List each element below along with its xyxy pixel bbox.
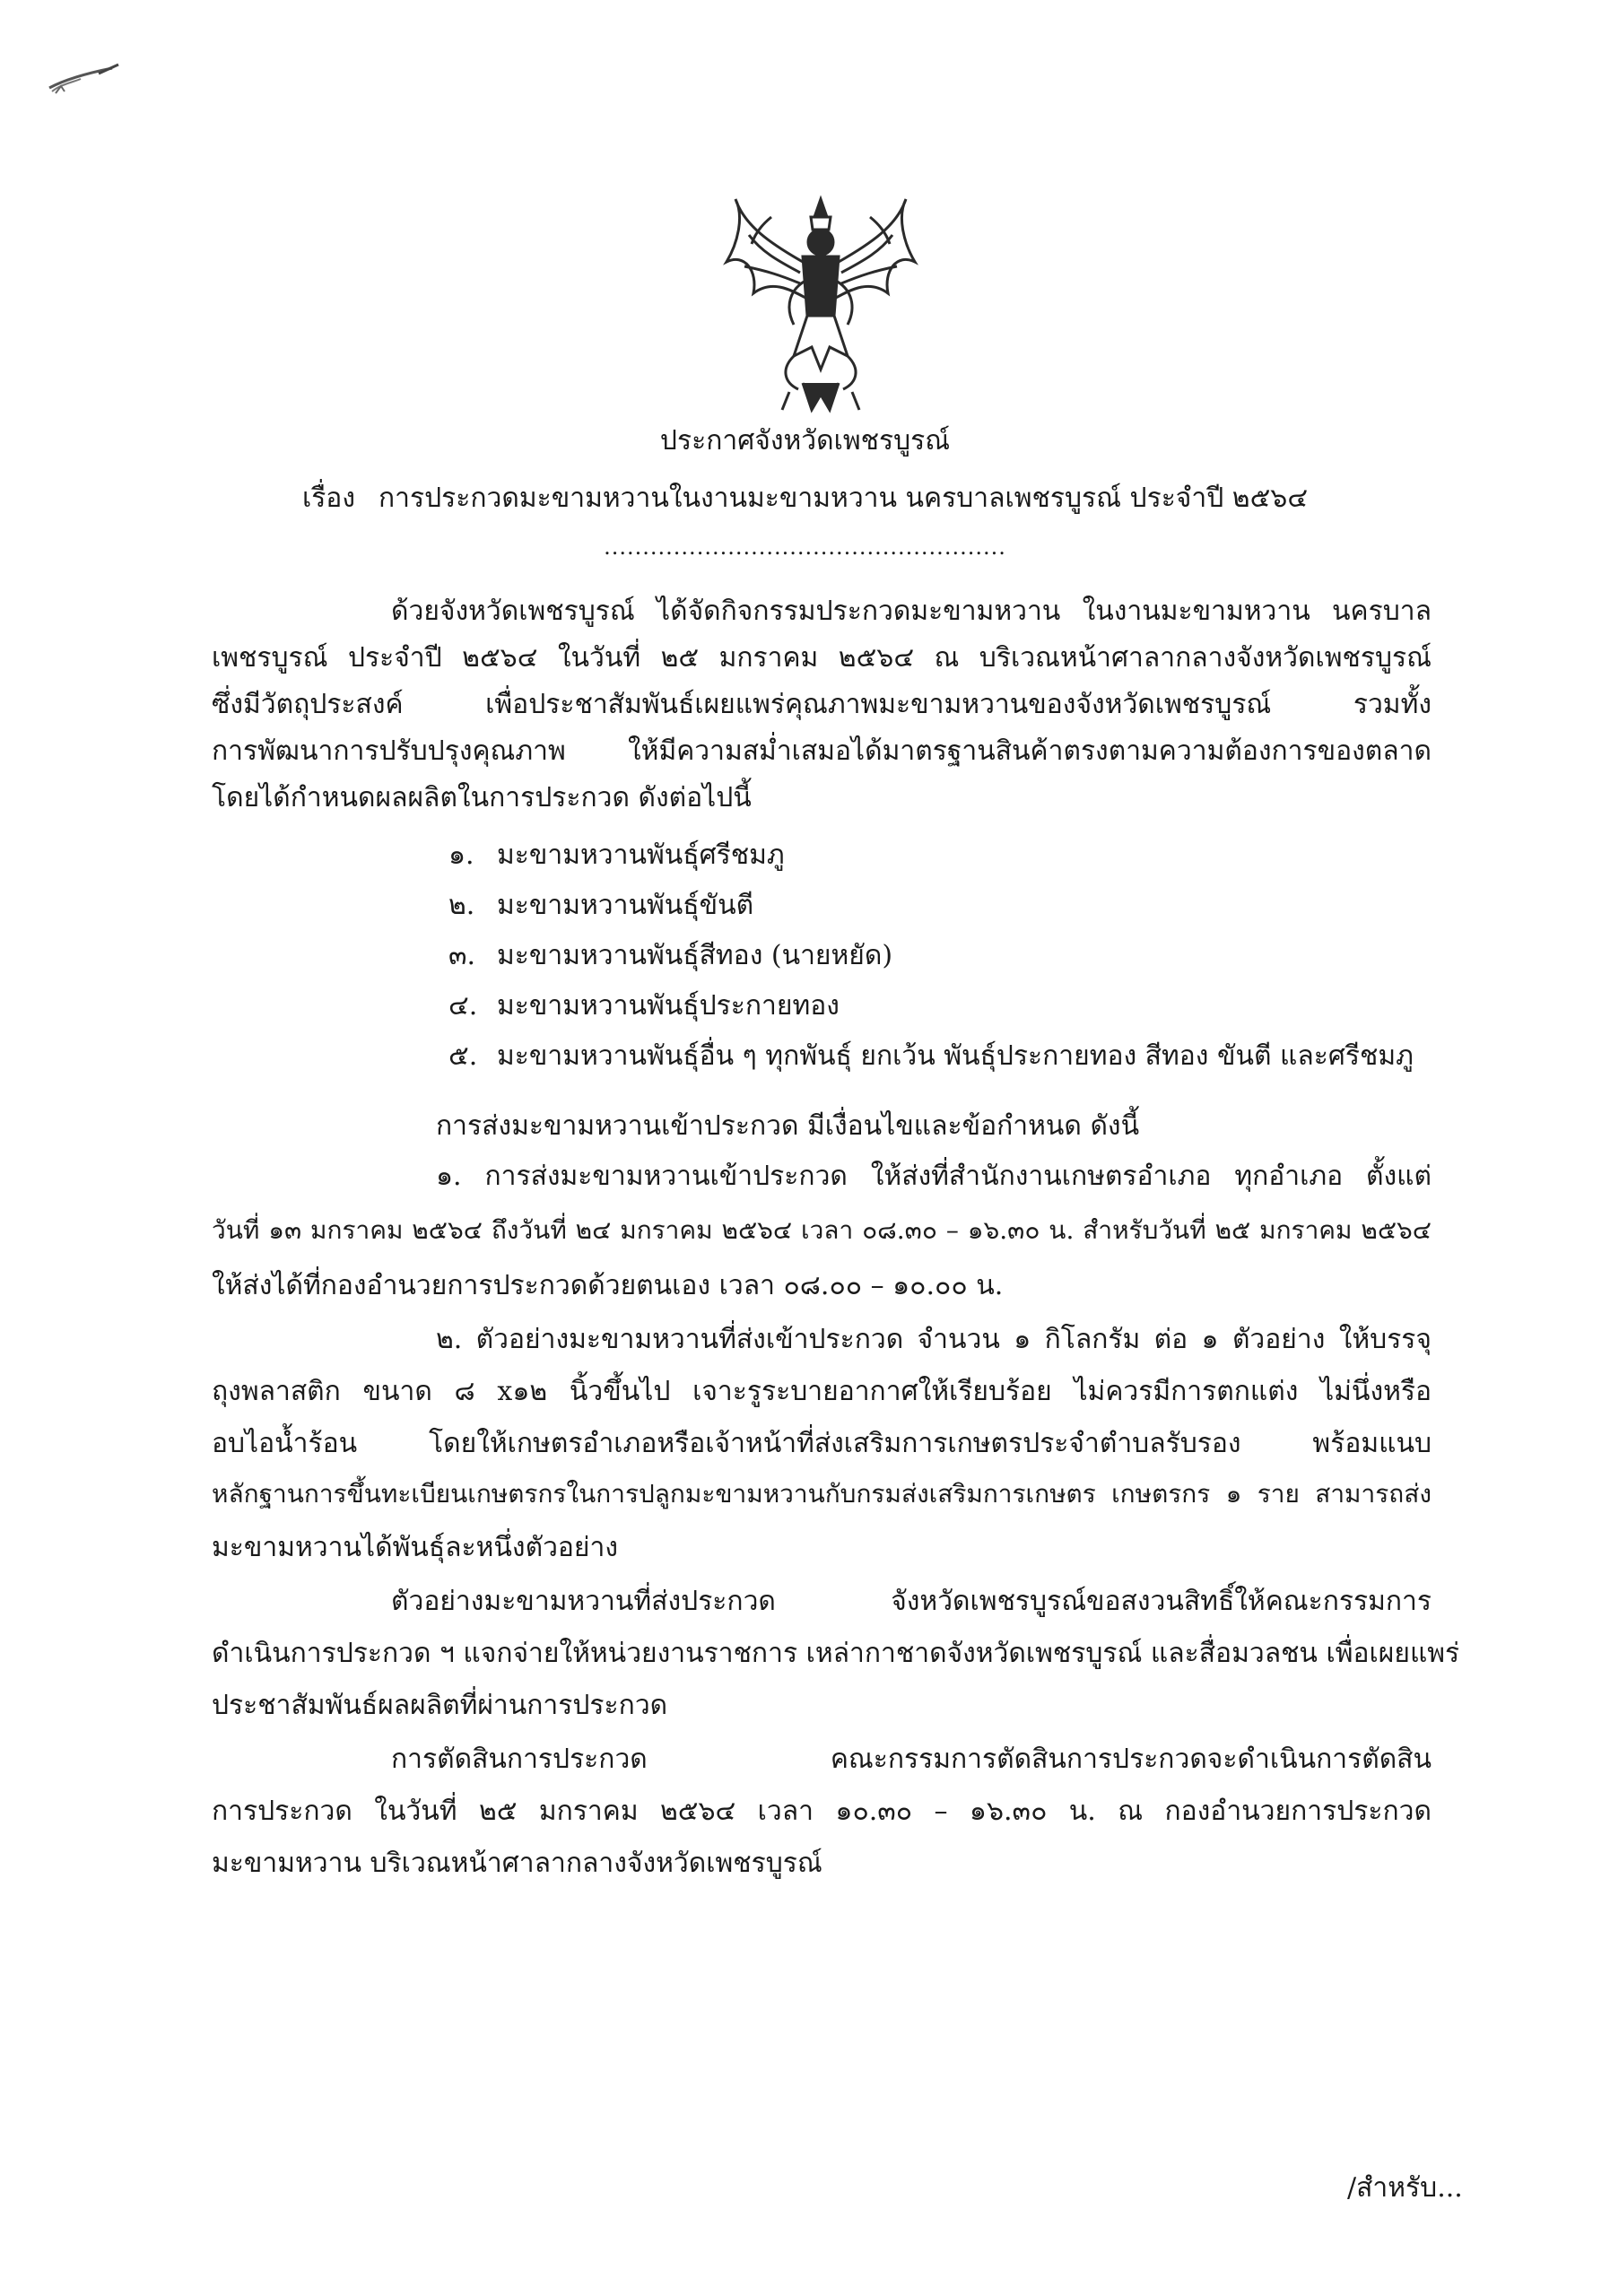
list-number: ๔.: [448, 990, 478, 1022]
intro-line: การพัฒนาการปรับปรุงคุณภาพ ให้มีความสม่ำเสมอได้มาตรฐานสินค้าตรงตามความต้องการของตลาด: [212, 735, 1432, 767]
list-text: มะขามหวานพันธุ์ศรีชมภู: [497, 839, 785, 871]
intro-line: ด้วยจังหวัดเพชรบูรณ์ ได้จัดกิจกรรมประกวดมะขามหวาน ในงานมะขามหวาน นครบาล: [391, 596, 1432, 627]
condition-2-line: ถุงพลาสติก ขนาด ๘ x๑๒ นิ้วขึ้นไป เจาะรูระบายอากาศให้เรียบร้อย ไม่ควรมีการตกแต่ง ไม่นึ่งหรือ: [212, 1376, 1432, 1407]
condition-1-line: ให้ส่งได้ที่กองอำนวยการประกวดด้วยตนเอง เวลา ๐๘.๐๐ – ๑๐.๐๐ น.: [212, 1270, 1004, 1301]
samples-line: ตัวอย่างมะขามหวานที่ส่งประกวด จังหวัดเพชรบูรณ์ขอสงวนสิทธิ์ให้คณะกรรมการ: [391, 1586, 1432, 1617]
list-text: มะขามหวานพันธุ์สีทอง (นายหยัด): [497, 940, 893, 971]
judging-line: การตัดสินการประกวด คณะกรรมการตัดสินการประกวดจะดำเนินการตัดสิน: [391, 1744, 1432, 1775]
condition-2-line: ๒. ตัวอย่างมะขามหวานที่ส่งเข้าประกวด จำนวน ๑ กิโลกรัม ต่อ ๑ ตัวอย่าง ให้บรรจุ: [436, 1324, 1432, 1355]
list-number: ๒.: [448, 890, 475, 921]
document-title: ประกาศจังหวัดเพชรบูรณ์: [659, 425, 951, 457]
variety-list-item: [448, 834, 785, 876]
judging-line: มะขามหวาน บริเวณหน้าศาลากลางจังหวัดเพชรบูรณ์: [212, 1848, 822, 1879]
list-number: ๑.: [448, 839, 474, 871]
variety-list-item: [448, 985, 840, 1027]
list-text: มะขามหวานพันธุ์อื่น ๆ ทุกพันธุ์ ยกเว้น พันธุ์ประกายทอง สีทอง ขันตี และศรีชมภู: [497, 1040, 1414, 1072]
samples-line: ประชาสัมพันธ์ผลผลิตที่ผ่านการประกวด: [212, 1690, 668, 1721]
list-text: มะขามหวานพันธุ์ขันตี: [497, 890, 754, 921]
variety-list-item: [448, 1035, 1414, 1077]
intro-line: โดยได้กำหนดผลผลิตในการประกวด ดังต่อไปนี้: [212, 782, 752, 813]
list-number: ๓.: [448, 940, 476, 971]
list-text: มะขามหวานพันธุ์ประกายทอง: [497, 990, 840, 1022]
condition-1-line: ๑. การส่งมะขามหวานเข้าประกวด ให้ส่งที่สำนักงานเกษตรอำเภอ ทุกอำเภอ ตั้งแต่: [436, 1161, 1432, 1192]
condition-2-line: อบไอน้ำร้อน โดยให้เกษตรอำเภอหรือเจ้าหน้าที่ส่งเสริมการเกษตรประจำตำบลรับรอง พร้อมแนบ: [212, 1428, 1432, 1459]
condition-1-line: วันที่ ๑๓ มกราคม ๒๕๖๔ ถึงวันที่ ๒๔ มกราคม ๒๕๖๔ เวลา ๐๘.๓๐ – ๑๖.๓๐ น. สำหรับวันที่ ๒๕ มกราคม ๒๕๖๔: [212, 1215, 1432, 1245]
condition-2-line: มะขามหวานได้พันธุ์ละหนึ่งตัวอย่าง: [212, 1532, 619, 1563]
subject-label: เรื่อง: [301, 483, 355, 514]
samples-line: ดำเนินการประกวด ฯ แจกจ่ายให้หน่วยงานราชการ เหล่ากาชาดจังหวัดเพชรบูรณ์ และสื่อมวลชน เพื่อเผยแพร่: [212, 1638, 1460, 1669]
intro-line: เพชรบูรณ์ ประจำปี ๒๕๖๔ ในวันที่ ๒๕ มกราคม ๒๕๖๔ ณ บริเวณหน้าศาลากลางจังหวัดเพชรบูรณ์: [212, 642, 1432, 674]
condition-2-line: หลักฐานการขึ้นทะเบียนเกษตรกรในการปลูกมะขามหวานกับกรมส่งเสริมการเกษตร เกษตรกร ๑ ราย สามารถส่ง: [212, 1479, 1432, 1509]
judging-line: การประกวด ในวันที่ ๒๕ มกราคม ๒๕๖๔ เวลา ๑๐.๓๐ – ๑๖.๓๐ น. ณ กองอำนวยการประกวด: [212, 1796, 1432, 1827]
conditions-heading: การส่งมะขามหวานเข้าประกวด มีเงื่อนไขและข้อกำหนด ดังนี้: [436, 1110, 1140, 1142]
garuda-emblem-icon: [718, 190, 924, 414]
document-subject: [0, 477, 1610, 519]
subject-text: การประกวดมะขามหวานในงานมะขามหวาน นครบาลเพชรบูรณ์ ประจำปี ๒๕๖๔: [378, 483, 1309, 514]
pen-scratch-mark-icon: [45, 56, 126, 100]
intro-line: ซึ่งมีวัตถุประสงค์ เพื่อประชาสัมพันธ์เผยแพร่คุณภาพมะขามหวานของจังหวัดเพชรบูรณ์ รวมทั้ง: [212, 689, 1432, 720]
list-number: ๕.: [448, 1040, 478, 1072]
continued-marker: /สำหรับ...: [1347, 2172, 1463, 2204]
variety-list-item: [448, 884, 753, 926]
variety-list-item: [448, 935, 892, 977]
dotted-divider: ....................................................: [604, 535, 1006, 560]
